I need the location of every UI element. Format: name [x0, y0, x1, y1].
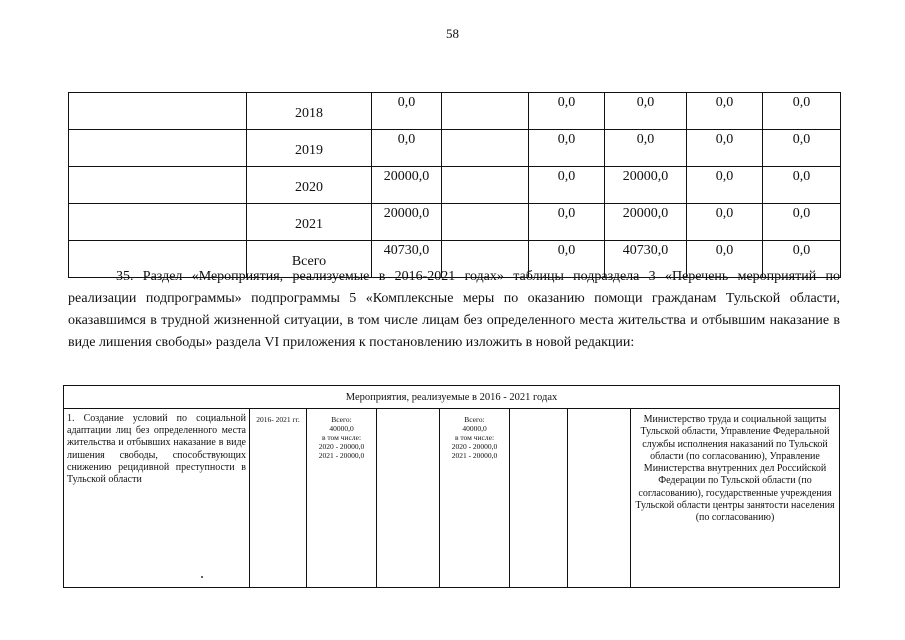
activities-header: Мероприятия, реализуемые в 2016 - 2021 годах	[64, 386, 840, 409]
value-cell: 0,0	[763, 204, 841, 241]
executors-cell: Министерство труда и социальной защиты Тульской области, Управление Федеральной службы исполнения наказаний по Тульской области (по согласованию), Управление Министерства внутренних дел Российской Федерации по Тульской области (по согласованию), государственные учреждения Тульской области центры занятости населения (по согласованию)	[631, 409, 840, 588]
value-cell: 0,0	[605, 130, 687, 167]
activity-period: 2016- 2021 гг.	[250, 409, 307, 588]
value-cell: 0,0	[763, 130, 841, 167]
value-cell	[442, 204, 529, 241]
value-cell: 20000,0	[605, 167, 687, 204]
table-row	[69, 130, 841, 167]
year-cell: 2021	[247, 204, 372, 241]
value-cell: 0,0	[687, 204, 763, 241]
funding-total-label: Всего:	[464, 415, 485, 424]
value-cell: 20000,0	[605, 204, 687, 241]
value-cell	[442, 93, 529, 130]
table-row	[69, 204, 841, 241]
empty-cell	[377, 409, 440, 588]
value-cell: 0,0	[687, 167, 763, 204]
empty-cell	[568, 409, 631, 588]
value-cell: 0,0	[372, 130, 442, 167]
budget-table	[68, 92, 841, 278]
year-cell: 2020	[247, 167, 372, 204]
value-cell: 0,0	[529, 167, 605, 204]
funding-total-label: Всего:	[331, 415, 352, 424]
year-cell: 2018	[247, 93, 372, 130]
funding-including-label: в том числе:	[454, 433, 495, 442]
empty-cell	[510, 409, 568, 588]
empty-cell	[69, 93, 247, 130]
value-cell	[442, 167, 529, 204]
value-cell: 0,0	[687, 130, 763, 167]
value-cell: 0,0	[763, 93, 841, 130]
page-number: 58	[446, 26, 459, 41]
value-cell: 0,0	[372, 93, 442, 130]
value-cell: 0,0	[529, 204, 605, 241]
year-cell: 2019	[247, 130, 372, 167]
value-cell: 0,0	[687, 93, 763, 130]
value-cell: 0,0	[763, 167, 841, 204]
value-cell: 0,0	[605, 93, 687, 130]
year-cell: Всего	[247, 241, 372, 278]
table-row	[69, 167, 841, 204]
funding-including-label: в том числе:	[321, 433, 362, 442]
funding-2020: 2020 - 20000,0	[451, 442, 498, 451]
value-cell: 0,0	[687, 241, 763, 278]
value-cell: 40730,0	[605, 241, 687, 278]
empty-cell	[69, 130, 247, 167]
funding-amount: 40000,0	[462, 424, 487, 433]
value-cell: 40730,0	[372, 241, 442, 278]
activities-table	[63, 385, 840, 588]
value-cell: 0,0	[529, 130, 605, 167]
value-cell	[442, 130, 529, 167]
scan-dot	[201, 576, 203, 578]
funding-amount: 40000,0	[329, 424, 354, 433]
value-cell: 0,0	[529, 241, 605, 278]
amendment-paragraph: 35. Раздел «Мероприятия, реализуемые в 2016-2021 годах» таблицы подраздела 3 «Перечень мероприятий по реализации подпрограммы» подпрограммы 5 «Комплексные меры по оказанию помощи гражданам Тульской области, оказавшимся в трудной жизненной ситуации, в том числе лицам без определенного места жительства и отбывшим наказание в виде лишения свободы» раздела VI приложения к постановлению изложить в новой редакции:	[68, 269, 840, 350]
activity-description: 1. Создание условий по социальной адаптации лиц без определенного места жительства и отбывших наказание в виде лишения свободы, способствующих снижению рецидивной преступности в Тульской области	[64, 409, 250, 588]
value-cell: 20000,0	[372, 167, 442, 204]
value-cell: 0,0	[763, 241, 841, 278]
funding-2021: 2021 - 20000,0	[451, 451, 498, 460]
empty-cell	[69, 167, 247, 204]
regional-funding-cell	[440, 409, 510, 588]
funding-2020: 2020 - 20000,0	[318, 442, 365, 451]
value-cell: 20000,0	[372, 204, 442, 241]
total-funding-cell	[307, 409, 377, 588]
value-cell: 0,0	[529, 93, 605, 130]
table-row	[64, 409, 840, 588]
funding-2021: 2021 - 20000,0	[318, 451, 365, 460]
empty-cell	[69, 204, 247, 241]
table-row	[69, 93, 841, 130]
